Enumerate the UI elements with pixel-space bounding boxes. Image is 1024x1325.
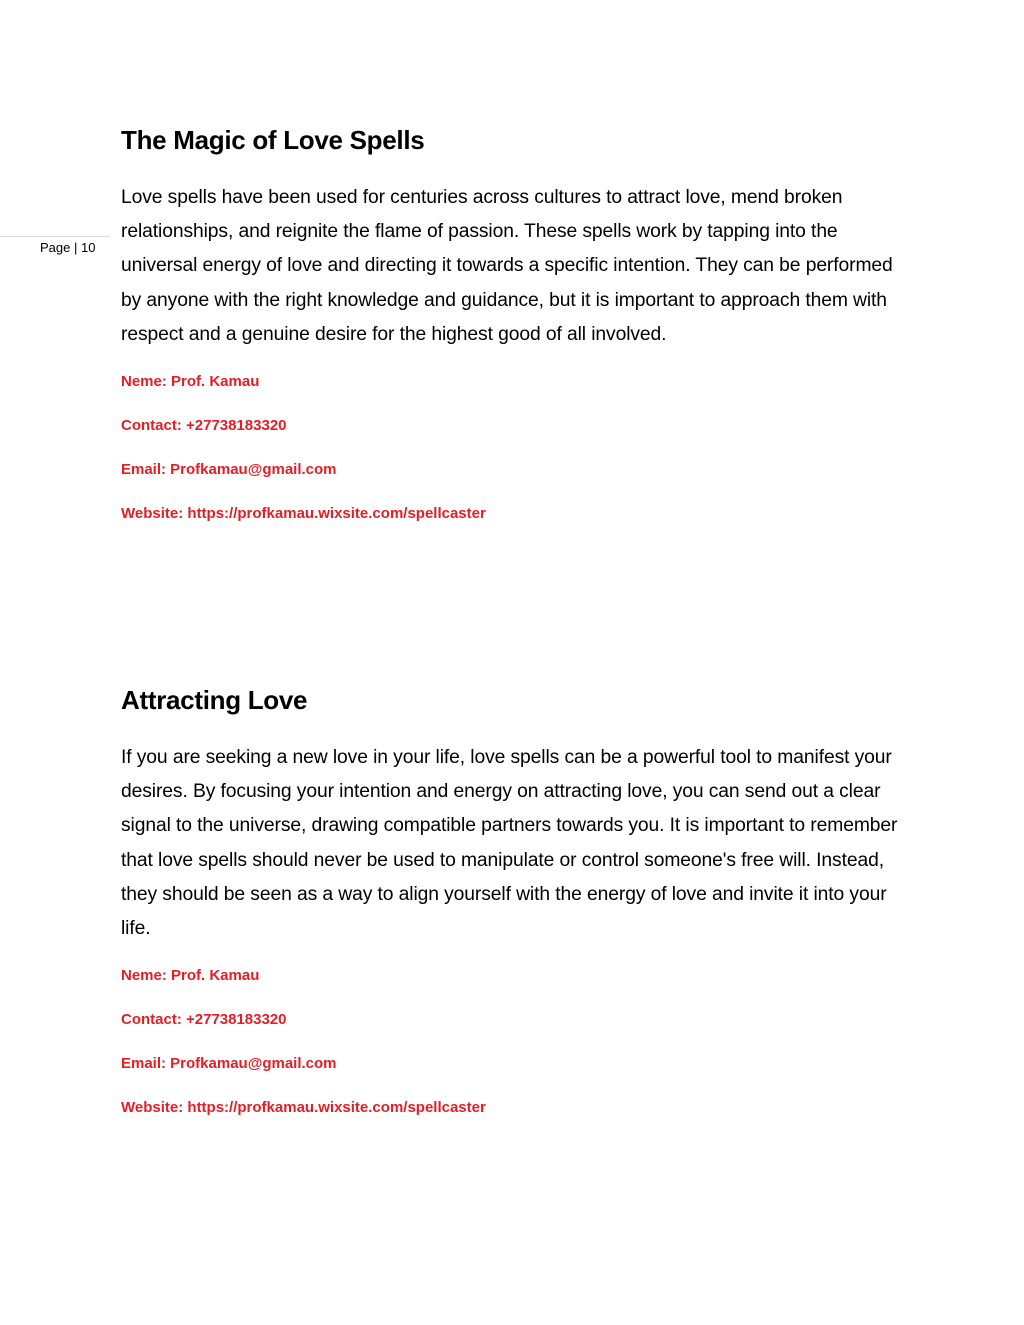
contact-email: Email: Profkamau@gmail.com [121,461,337,479]
contact-email: Email: Profkamau@gmail.com [121,1055,337,1073]
contact-phone: Contact: +27738183320 [121,1011,287,1029]
contact-website-link[interactable]: Website: https://profkamau.wixsite.com/spellcaster [121,1099,486,1117]
contact-phone: Contact: +27738183320 [121,417,287,435]
page-number: Page | 10 [40,240,96,255]
section-heading: The Magic of Love Spells [121,125,425,155]
contact-name: Neme: Prof. Kamau [121,373,260,391]
contact-name: Neme: Prof. Kamau [121,967,260,985]
section-body-text: If you are seeking a new love in your life, love spells can be a powerful tool to manifest your desires. By focusing your intention and energy on attracting love, you can send out a clear signal to the universe, drawing compatible partners towards you. It is important to remember that love spells should never be used to manipulate or control someone's free will. Instead, they should be seen as a way to align yourself with the energy of love and invite it into your life. [121,747,898,940]
section-attracting-love [121,682,911,1118]
contact-website-link[interactable]: Website: https://profkamau.wixsite.com/spellcaster [121,505,486,523]
section-body-text: Love spells have been used for centuries across cultures to attract love, mend broken relationships, and reignite the flame of passion. These spells work by tapping into the universal energy of love and directing it towards a specific intention. They can be performed by anyone with the right knowledge and guidance, but it is important to approach them with respect and a genuine desire for the highest good of all involved. [121,187,893,345]
section-magic-of-love-spells [121,122,911,524]
page-number-divider [0,236,110,237]
section-heading: Attracting Love [121,685,308,715]
